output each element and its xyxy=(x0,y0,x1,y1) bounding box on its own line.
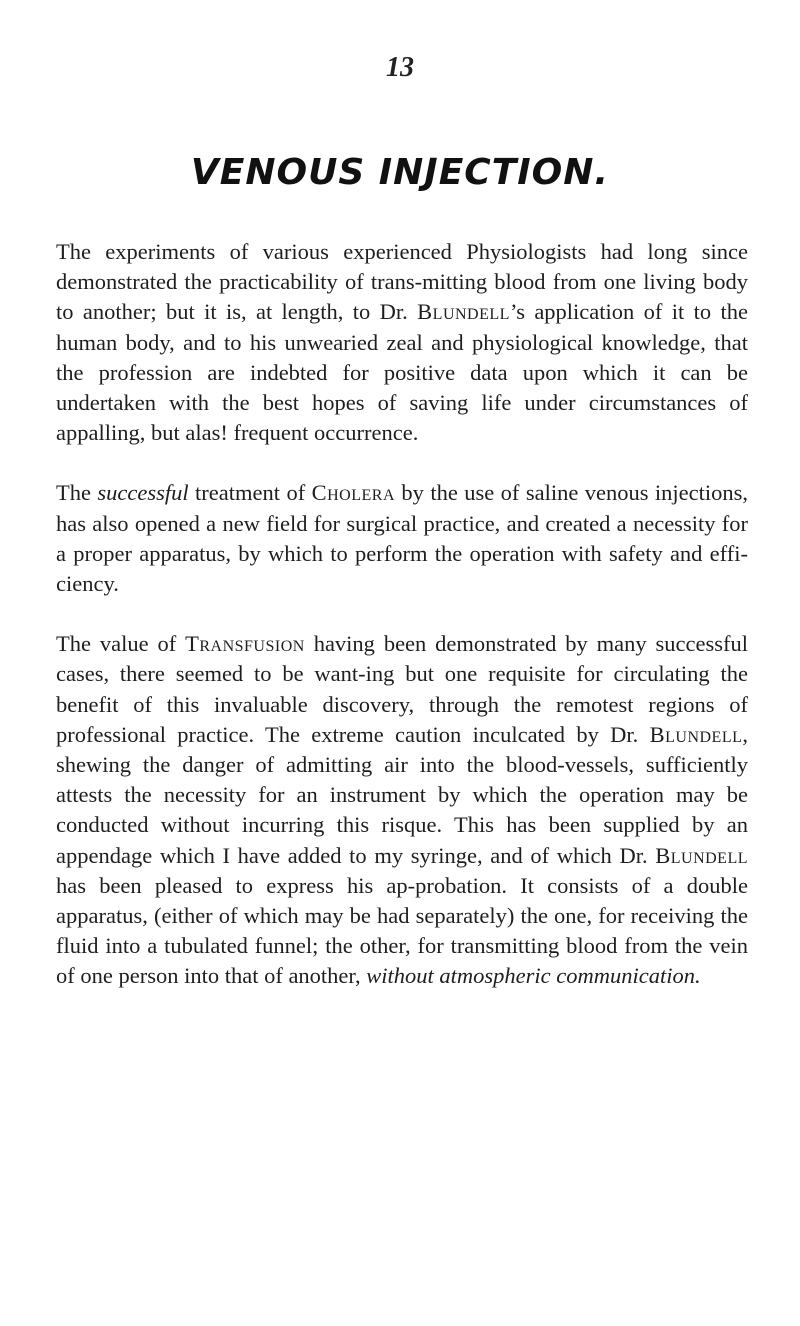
text-run: The xyxy=(56,480,98,506)
small-caps-text: Blundell xyxy=(649,721,743,747)
italic-text: successful xyxy=(97,480,189,506)
text-run: by the use of saline venous injections, has also opened a new field for surgical practice, and created a necessity for a proper apparatus, by which to perform the operation with safety and effi-ciency. xyxy=(56,480,748,597)
italic-text: without atmospheric communication. xyxy=(366,963,701,989)
paragraph-2 xyxy=(56,478,748,599)
body-text xyxy=(56,237,748,1022)
text-run: ’s application of it to the human body, and to his unwearied zeal and physiological knowledge, that the profession are indebted for positive data upon which it can be undertaken with the best hopes of saving life under circumstances of appalling, but alas! frequent occurrence. xyxy=(56,299,748,446)
paragraph-3 xyxy=(56,629,748,991)
paragraph-1 xyxy=(56,237,748,448)
page-number: 13 xyxy=(386,52,414,83)
small-caps-text: Blundell xyxy=(655,842,748,868)
small-caps-text: Blundell xyxy=(417,299,510,325)
text-run: , shewing the danger of admitting air into the blood-vessels, sufficiently attests the necessity for an instrument by which the operation may be conducted without incurring this risque. This has been supplied by an appendage which I have added to my syringe, and of which Dr. xyxy=(56,721,748,868)
small-caps-text: Cholera xyxy=(311,480,395,506)
text-run: treatment of xyxy=(188,480,312,506)
text-run: has been pleased to express his ap-probation. It consists of a double apparatus, (either of which may be had separately) the one, for receiving the fluid into a tubulated funnel; the other, for transmitting blood from the vein of one person into that of another, xyxy=(56,872,748,989)
text-run: The experiments of various experienced Physiologists had long since demonstrated the practicability of trans-mitting blood from one living body to another; but it is, at length, to Dr. xyxy=(56,239,748,325)
text-run: having been demonstrated by many successful cases, there seemed to be want-ing but one requisite for circulating the benefit of this invaluable discovery, through the remotest regions of professional practice. The extreme caution inculcated by Dr. xyxy=(56,631,748,747)
small-caps-text: Transfusion xyxy=(185,631,305,657)
text-run: The value of xyxy=(56,631,186,657)
section-heading: VENOUS INJECTION. xyxy=(190,152,610,193)
